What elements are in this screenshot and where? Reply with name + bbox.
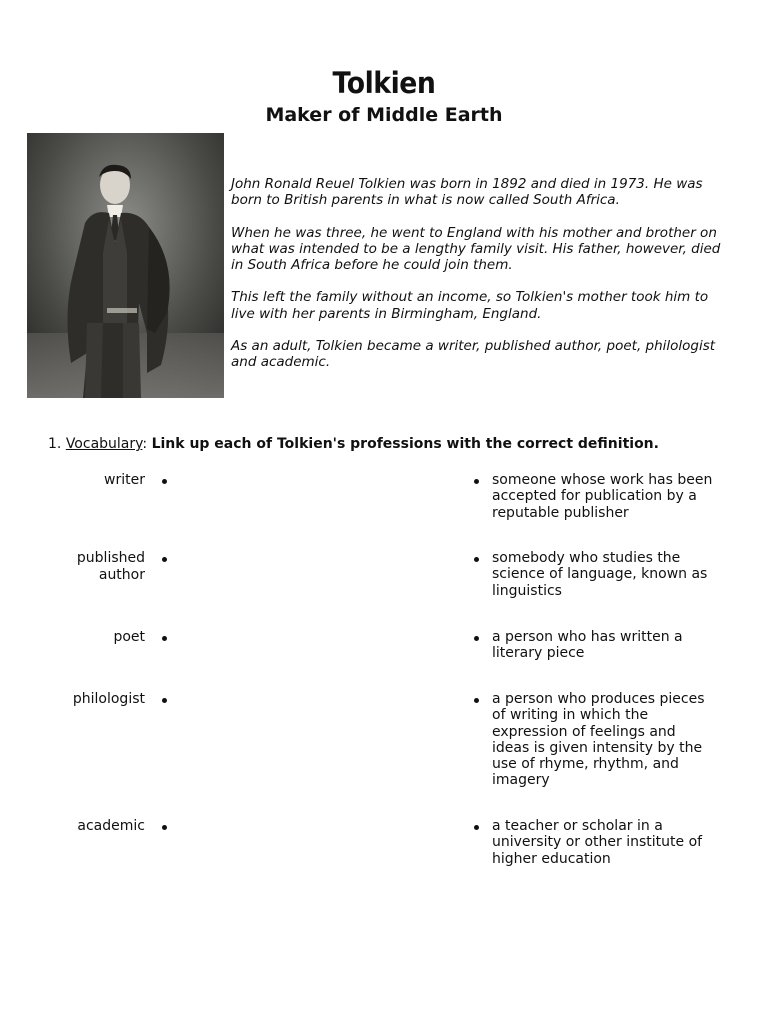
page-title: Tolkien	[332, 66, 436, 100]
definition-text: a person who has written a literary piece	[492, 629, 683, 662]
definition-bullet[interactable]	[474, 479, 479, 484]
question-instruction: Link up each of Tolkien's professions with the correct definition.	[151, 436, 659, 452]
definition-text: a person who produces pieces of writing in which the expression of feelings and ideas is given intensity by the use of rhyme, rhythm, and imagery	[492, 691, 705, 789]
question-label: Vocabulary	[65, 436, 143, 452]
term-label: published author	[76, 550, 145, 583]
portrait-photo-graphic	[27, 133, 224, 398]
term-bullet[interactable]	[162, 636, 167, 641]
page-subtitle: Maker of Middle Earth	[265, 104, 503, 126]
intro-paragraph: When he was three, he went to England with his mother and brother on what was intended to be a lengthy family visit. His father, however, died in South Africa before he could join them.	[231, 224, 721, 274]
intro-paragraph: John Ronald Reuel Tolkien was born in 1892 and died in 1973. He was born to British parents in what is now called South Africa.	[231, 176, 703, 209]
definition-bullet[interactable]	[474, 636, 479, 641]
term-bullet[interactable]	[162, 557, 167, 562]
definition-bullet[interactable]	[474, 557, 479, 562]
term-label: poet	[113, 629, 145, 645]
intro-paragraph: This left the family without an income, so Tolkien's mother took him to live with her parents in Birmingham, England.	[231, 289, 709, 322]
definition-bullet[interactable]	[474, 698, 479, 703]
term-bullet[interactable]	[162, 479, 167, 484]
term-label: academic	[77, 818, 145, 834]
question-number: 1.	[48, 436, 62, 452]
definition-text: someone whose work has been accepted for publication by a reputable publisher	[492, 472, 713, 521]
question-vocabulary	[48, 436, 659, 452]
intro-text	[231, 176, 731, 387]
intro-paragraph: As an adult, Tolkien became a writer, published author, poet, philologist and academic.	[231, 338, 716, 371]
definition-bullet[interactable]	[474, 825, 479, 830]
term-bullet[interactable]	[162, 698, 167, 703]
portrait-photo	[27, 133, 224, 398]
definition-text: somebody who studies the science of language, known as linguistics	[492, 550, 708, 599]
term-label: writer	[104, 472, 145, 488]
term-label: philologist	[72, 691, 145, 707]
term-bullet[interactable]	[162, 825, 167, 830]
question-separator: :	[142, 436, 148, 452]
definition-text: a teacher or scholar in a university or other institute of higher education	[492, 818, 703, 867]
